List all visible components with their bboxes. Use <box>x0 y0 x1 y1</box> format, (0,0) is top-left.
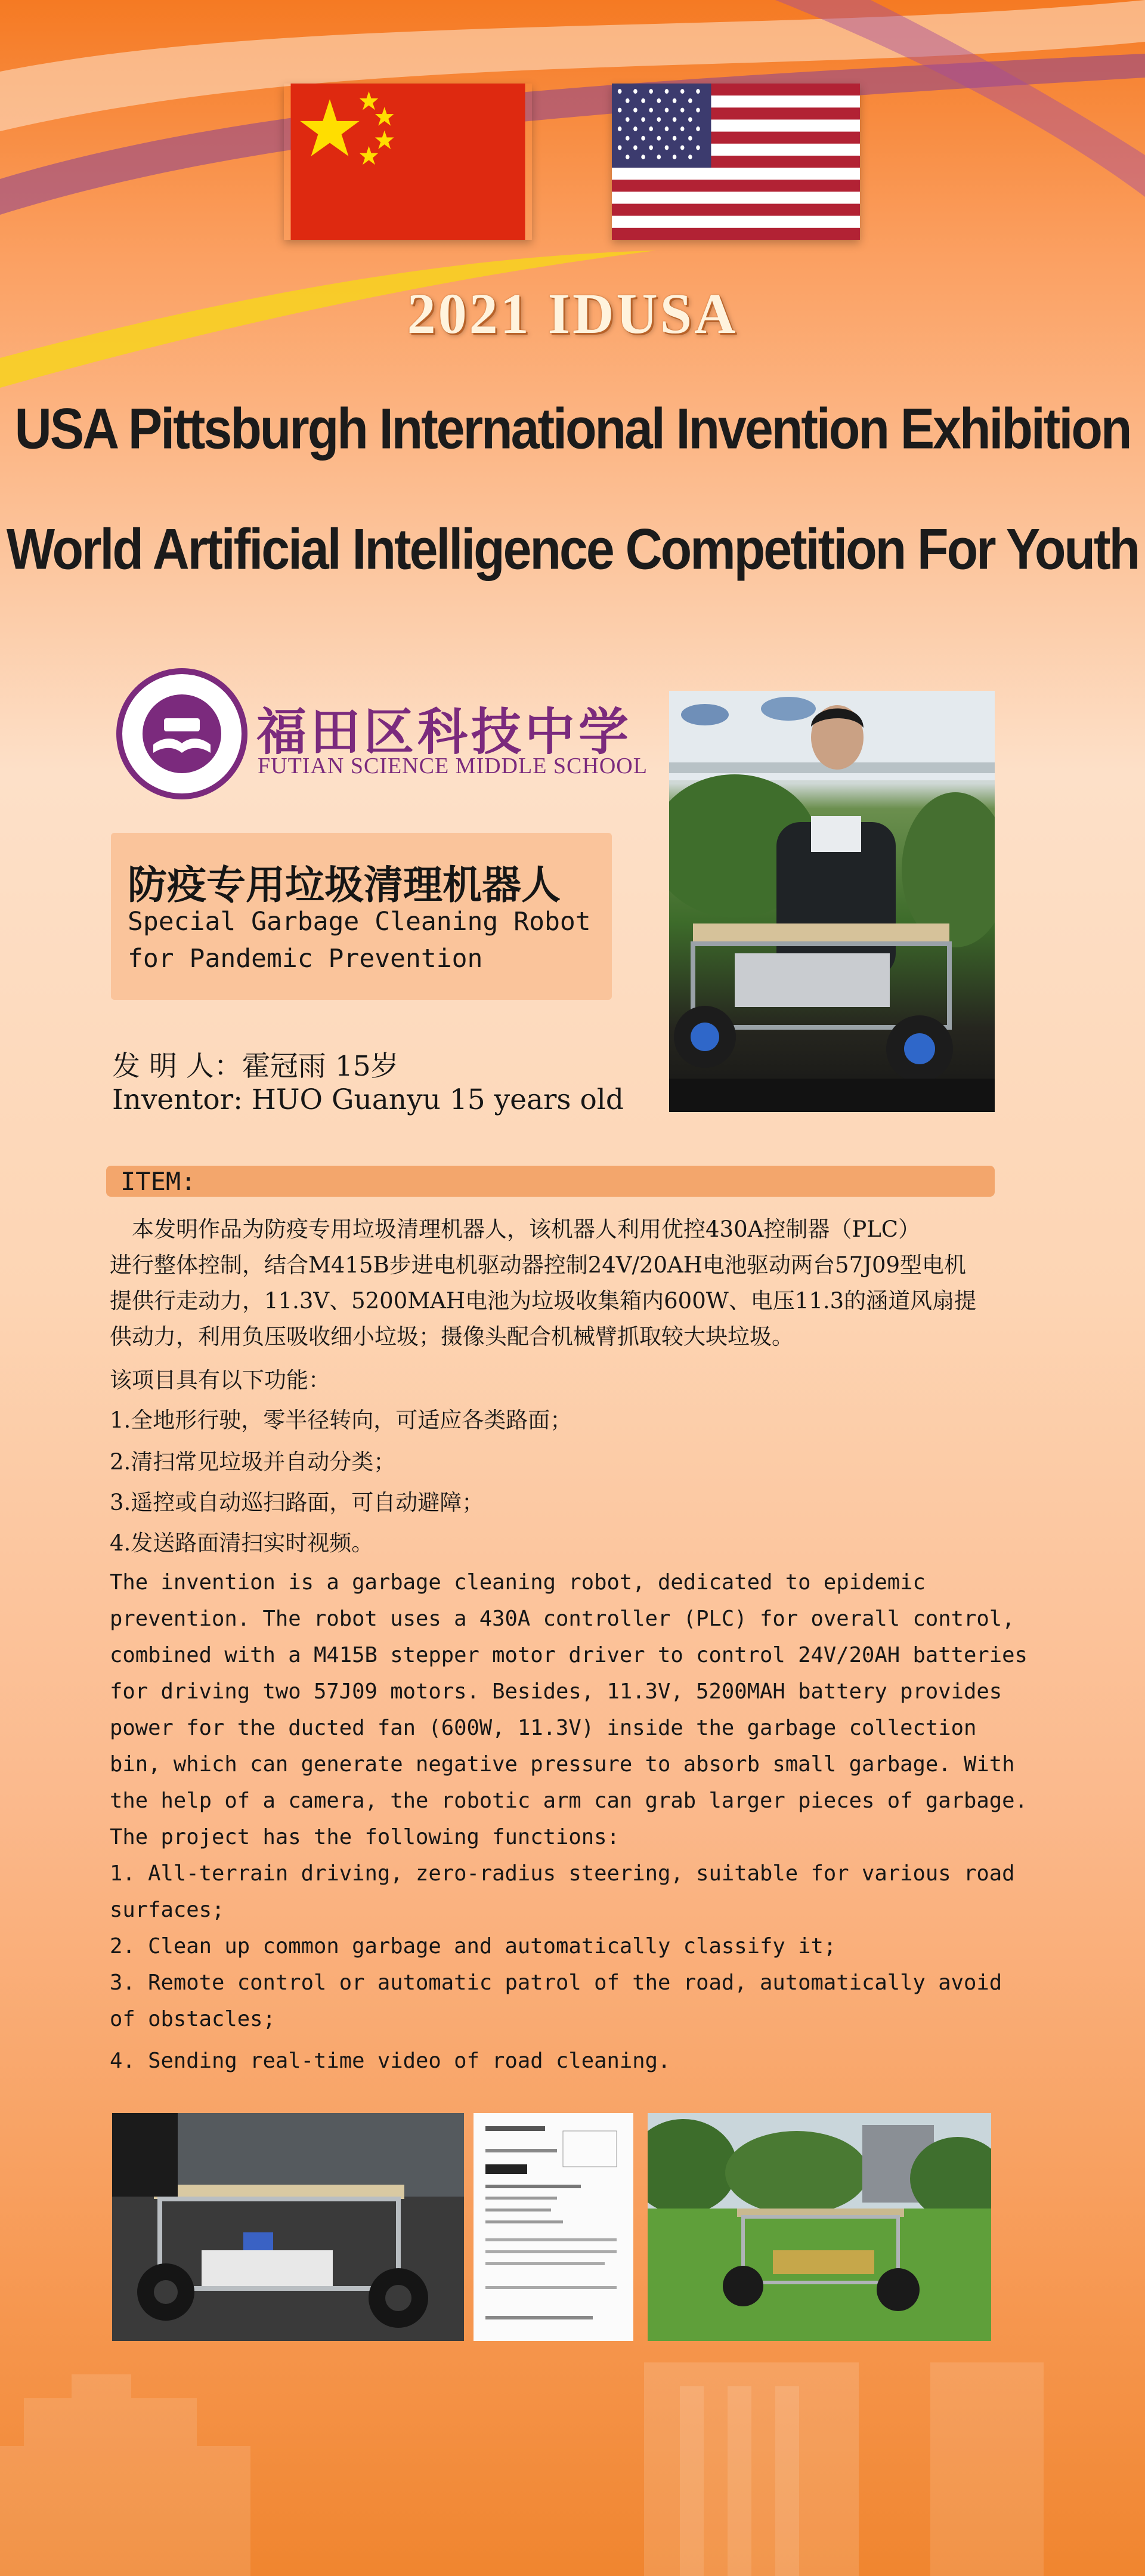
inventor-en: Inventor: HUO Guanyu 15 years old <box>112 1083 624 1116</box>
en-description-line: the help of a camera, the robotic arm can grab larger pieces of garbage. <box>110 1789 1028 1813</box>
en-description-line: combined with a M415B stepper motor driver to control 24V/20AH batteries <box>110 1643 1028 1667</box>
cn-function-item: 3.遥控或自动巡扫路面，可自动避障； <box>110 1490 484 1515</box>
item-label: ITEM: <box>120 1167 196 1196</box>
competition-headline: World Artificial Intelligence Competition For Youth <box>6 517 1139 582</box>
project-title-en-line1: Special Garbage Cleaning Robot <box>128 907 591 937</box>
skyline-decoration <box>0 2362 1145 2576</box>
school-name-en: FUTIAN SCIENCE MIDDLE SCHOOL <box>258 753 648 779</box>
usa-flag-image <box>612 84 860 240</box>
en-description-line: power for the ducted fan (600W, 11.3V) inside the garbage collection <box>110 1716 977 1740</box>
cn-description-line: 供动力，利用负压吸收细小垃圾；摄像头配合机械臂抓取较大块垃圾。 <box>110 1324 794 1349</box>
background-swoosh <box>0 0 1145 418</box>
en-description-line: prevention. The robot uses a 430A controller (PLC) for overall control, <box>110 1607 1015 1631</box>
event-year-title: 2021 IDUSA <box>407 282 738 345</box>
en-function-item: surfaces; <box>110 1898 225 1922</box>
cn-function-item: 4.发送路面清扫实时视频。 <box>110 1530 374 1556</box>
cn-function-item: 1.全地形行驶，零半径转向，可适应各类路面； <box>110 1407 572 1433</box>
cn-description-line: 提供行走动力，11.3V、5200MAH电池为垃圾收集箱内600W、电压11.3的涵道风扇提 <box>110 1288 977 1314</box>
school-logo-icon <box>116 668 247 799</box>
item-header-bar <box>106 1166 995 1197</box>
china-flag-image <box>284 84 532 240</box>
en-function-item: 1. All-terrain driving, zero-radius steering, suitable for various road <box>110 1861 1015 1886</box>
inventor-cn: 发 明 人：霍冠雨 15岁 <box>112 1050 399 1083</box>
project-title-cn: 防疫专用垃圾清理机器人 <box>128 862 561 908</box>
cn-functions-intro: 该项目具有以下功能： <box>110 1367 330 1393</box>
en-description-line: bin, which can generate negative pressure to absorb small garbage. With <box>110 1752 1015 1777</box>
cn-description-line: 进行整体控制，结合M415B步进电机驱动器控制24V/20AH电池驱动两台57J09型电机 <box>110 1252 967 1278</box>
robot-demo-photo <box>112 2113 464 2341</box>
en-description-line: for driving two 57J09 motors. Besides, 11.3V, 5200MAH battery provides <box>110 1679 1002 1704</box>
cn-description-line: 本发明作品为防疫专用垃圾清理机器人，该机器人利用优控430A控制器（PLC） <box>110 1216 921 1242</box>
en-function-item: 2. Clean up common garbage and automatically classify it; <box>110 1934 837 1959</box>
en-function-item: of obstacles; <box>110 2007 276 2031</box>
inventor-photo <box>669 691 995 1112</box>
en-function-item: 4. Sending real-time video of road cleaning. <box>110 2049 671 2073</box>
project-title-en-line2: for Pandemic Prevention <box>128 944 483 974</box>
en-function-item: 3. Remote control or automatic patrol of the road, automatically avoid <box>110 1970 1002 1995</box>
patent-certificate-image <box>474 2113 633 2341</box>
en-description-line: The invention is a garbage cleaning robot, dedicated to epidemic <box>110 1570 926 1595</box>
school-name-cn: 福田区科技中学 <box>256 702 633 761</box>
en-functions-intro: The project has the following functions: <box>110 1825 620 1849</box>
robot-on-lawn-photo <box>648 2113 991 2341</box>
cn-function-item: 2.清扫常见垃圾并自动分类； <box>110 1449 396 1475</box>
exhibition-headline: USA Pittsburgh International Invention Exhibition <box>14 397 1131 461</box>
